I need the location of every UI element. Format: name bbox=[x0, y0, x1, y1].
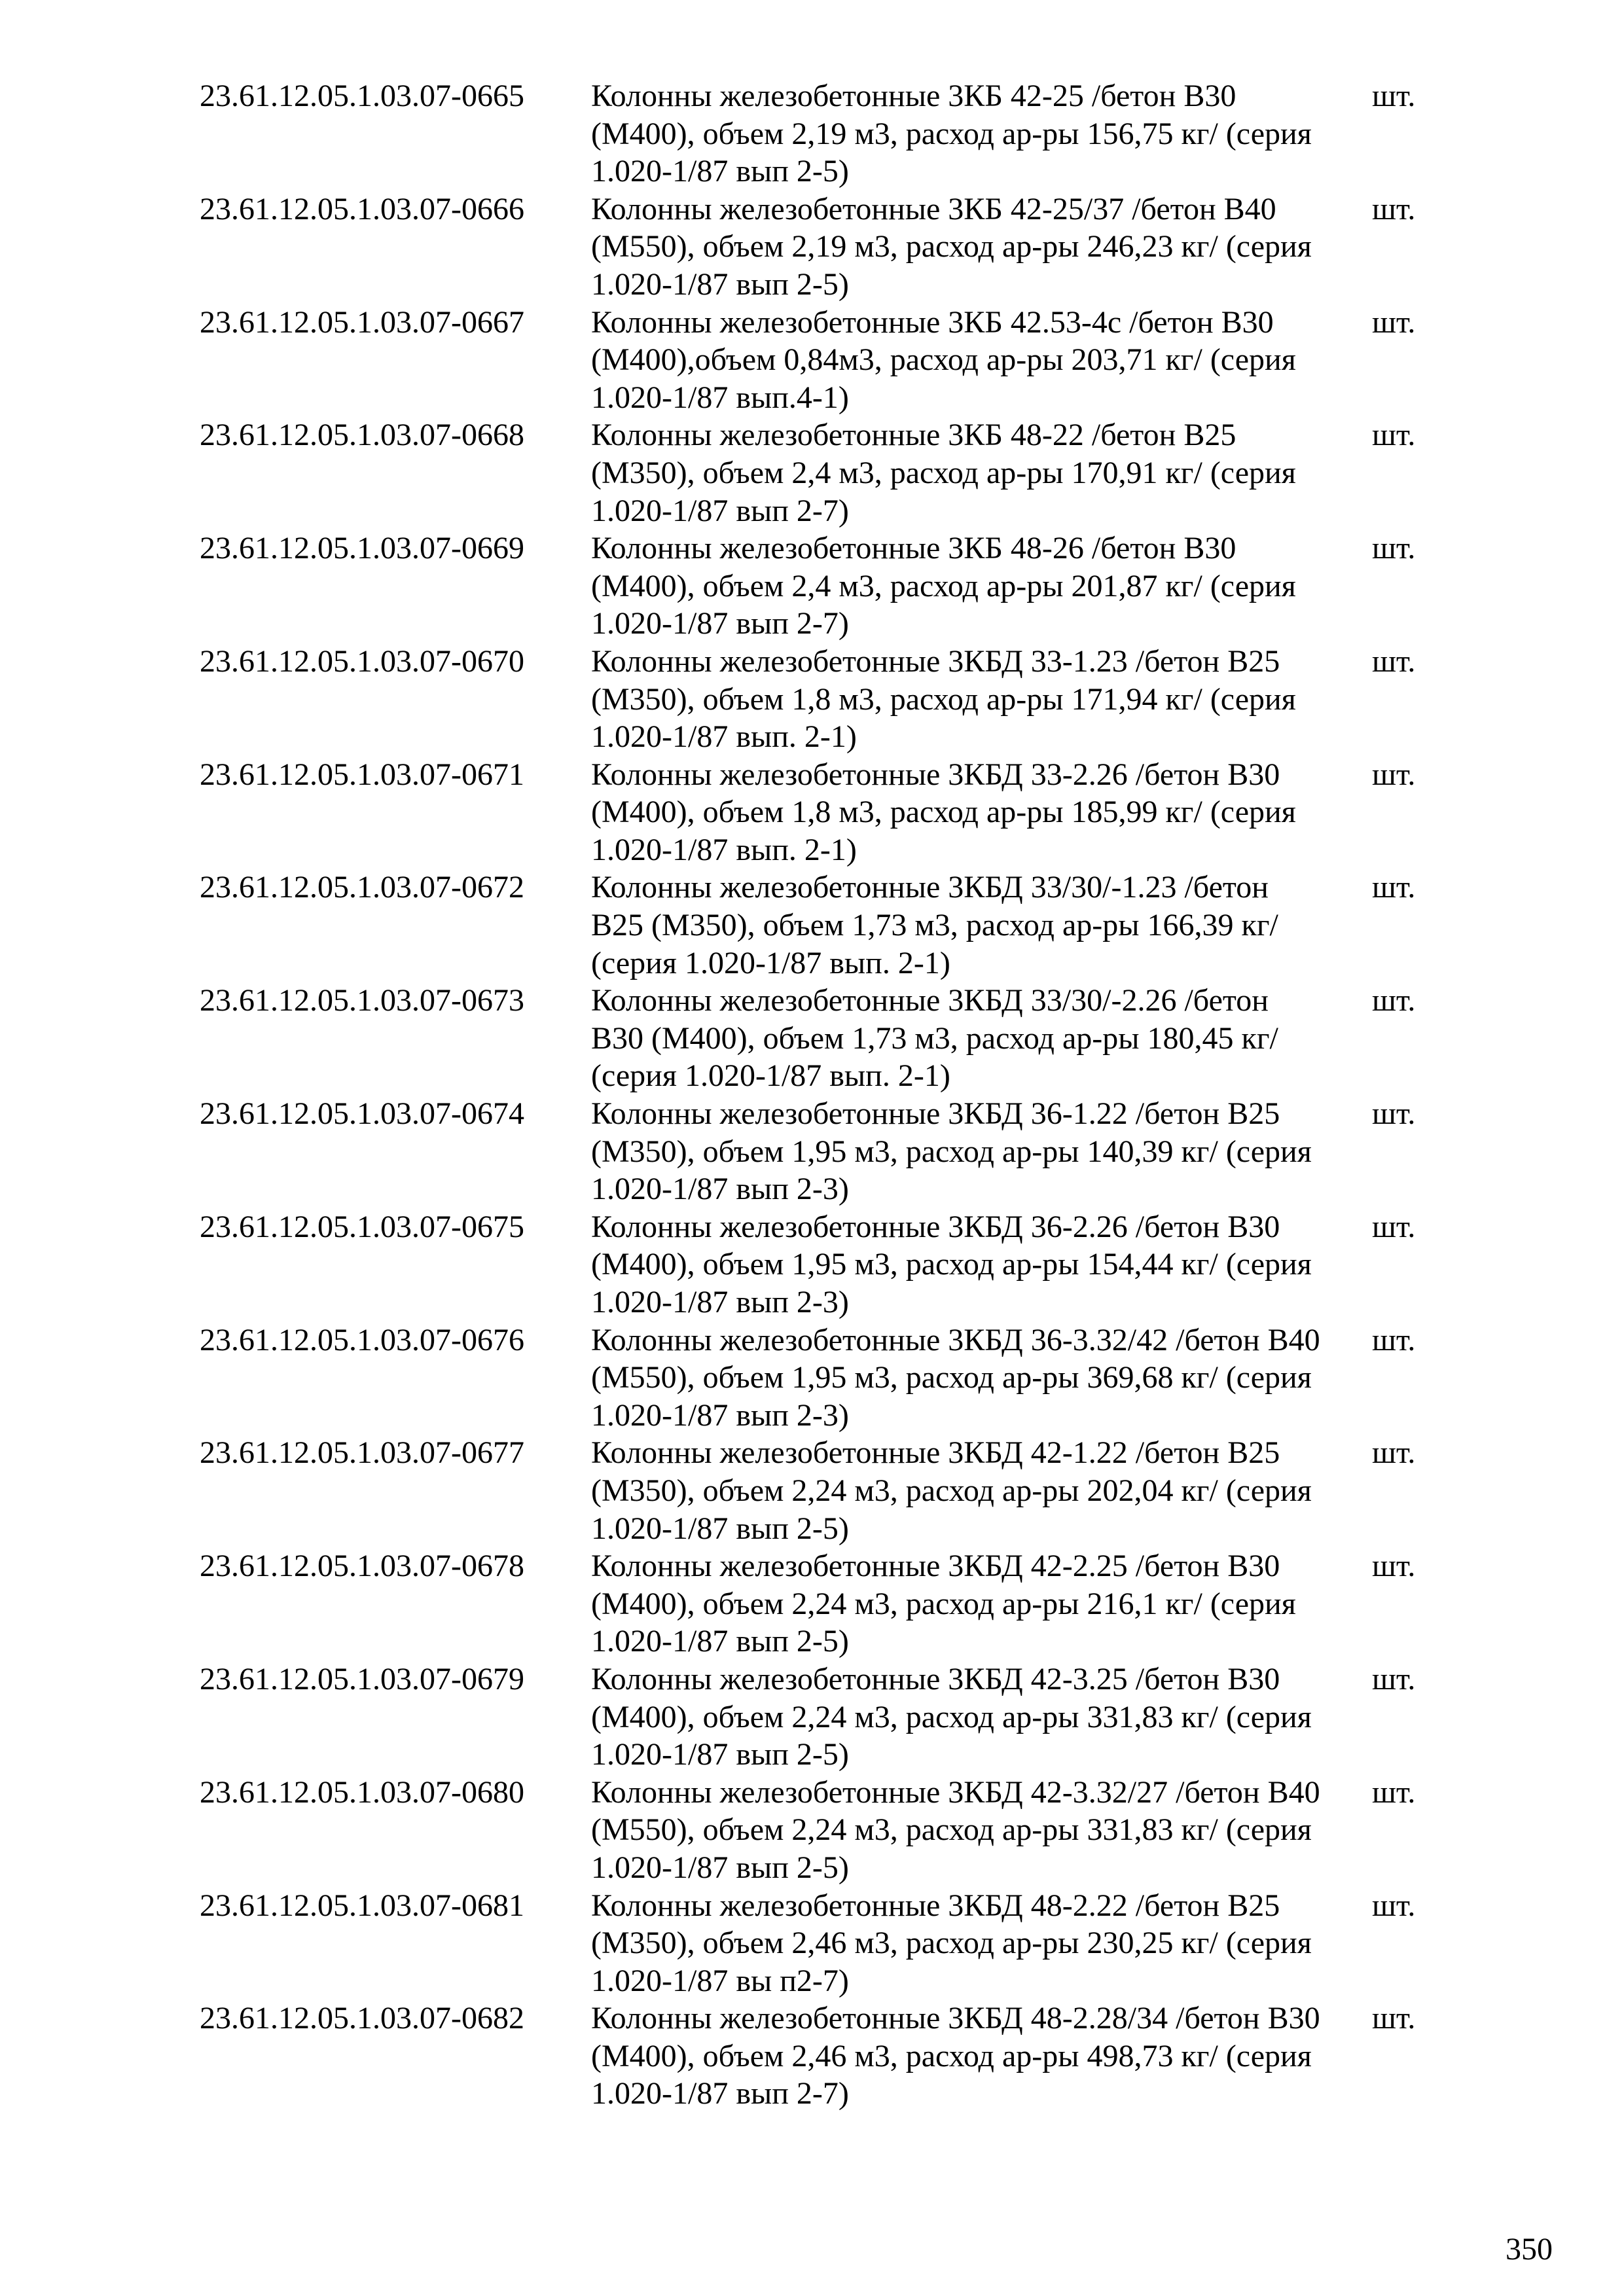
resource-description bbox=[591, 1321, 1372, 1435]
description-line: (серия 1.020-1/87 вып. 2-1) bbox=[591, 945, 950, 980]
description-line: (серия 1.020-1/87 вып. 2-1) bbox=[591, 1058, 950, 1094]
table-row bbox=[200, 1887, 1443, 2000]
description-line: 1.020-1/87 вып. 2-1) bbox=[591, 719, 857, 755]
description-line: 1.020-1/87 вып 2-7) bbox=[591, 2076, 849, 2111]
resource-description bbox=[591, 756, 1372, 869]
resource-unit: шт. bbox=[1372, 79, 1416, 113]
description-line: Колонны железобетонные 3КБ 42-25 /бетон В30 bbox=[591, 79, 1236, 113]
table-row bbox=[200, 1095, 1443, 1208]
resource-description bbox=[591, 982, 1372, 1095]
description-line: (М350), объем 1,95 м3, расход ар-ры 140,39 кг/ (серия bbox=[591, 1134, 1312, 1169]
description-line: (М550), объем 2,24 м3, расход ар-ры 331,83 кг/ (серия bbox=[591, 1812, 1312, 1848]
description-line: 1.020-1/87 вы п2-7) bbox=[591, 1963, 849, 1998]
resource-description bbox=[591, 77, 1372, 190]
resource-unit: шт. bbox=[1372, 1096, 1416, 1132]
description-line: Колонны железобетонные 3КБ 48-22 /бетон В25 bbox=[591, 418, 1236, 453]
description-line: Колонны железобетонные 3КБ 48-26 /бетон В30 bbox=[591, 531, 1236, 566]
description-line: Колонны железобетонные 3КБД 36-2.26 /бетон В30 bbox=[591, 1209, 1280, 1244]
resource-description bbox=[591, 1887, 1372, 2000]
table-row bbox=[200, 77, 1443, 190]
resource-description bbox=[591, 643, 1372, 756]
description-line: 1.020-1/87 вып.4-1) bbox=[591, 380, 849, 415]
resource-description bbox=[591, 416, 1372, 529]
resource-unit: шт. bbox=[1372, 304, 1416, 340]
description-line: 1.020-1/87 вып 2-3) bbox=[591, 1397, 849, 1433]
resource-code: 23.61.12.05.1.03.07-0681 bbox=[200, 1888, 524, 1923]
table-row bbox=[200, 869, 1443, 982]
description-line: Колонны железобетонные 3КБД 33/30/-1.23 /бетон bbox=[591, 870, 1269, 905]
table-row bbox=[200, 1774, 1443, 1887]
table-row bbox=[200, 416, 1443, 529]
description-line: 1.020-1/87 вып 2-3) bbox=[591, 1172, 849, 1207]
description-line: Колонны железобетонные 3КБД 42-1.22 /бетон В25 bbox=[591, 1435, 1280, 1471]
description-line: Колонны железобетонные 3КБД 48-2.28/34 /бетон В30 bbox=[591, 2001, 1320, 2036]
description-line: Колонны железобетонные 3КБД 36-3.32/42 /бетон В40 bbox=[591, 1322, 1320, 1357]
resource-code: 23.61.12.05.1.03.07-0674 bbox=[200, 1096, 524, 1132]
table-row bbox=[200, 2000, 1443, 2113]
resource-unit: шт. bbox=[1372, 2001, 1416, 2036]
resource-unit: шт. bbox=[1372, 1888, 1416, 1923]
table-row bbox=[200, 1547, 1443, 1660]
resource-description bbox=[591, 1095, 1372, 1208]
table-row bbox=[200, 1321, 1443, 1435]
description-line: В25 (М350), объем 1,73 м3, расход ар-ры 166,39 кг/ bbox=[591, 908, 1278, 943]
table-row bbox=[200, 304, 1443, 417]
resource-code: 23.61.12.05.1.03.07-0672 bbox=[200, 870, 524, 905]
resource-table-body bbox=[200, 77, 1443, 2113]
description-line: (М400), объем 1,95 м3, расход ар-ры 154,44 кг/ (серия bbox=[591, 1247, 1312, 1282]
description-line: (М400), объем 2,24 м3, расход ар-ры 331,83 кг/ (серия bbox=[591, 1699, 1312, 1734]
description-line: 1.020-1/87 вып 2-7) bbox=[591, 493, 849, 528]
resource-description bbox=[591, 304, 1372, 417]
description-line: 1.020-1/87 вып. 2-1) bbox=[591, 832, 857, 867]
resource-description bbox=[591, 869, 1372, 982]
resource-description bbox=[591, 1547, 1372, 1660]
resource-code: 23.61.12.05.1.03.07-0676 bbox=[200, 1322, 524, 1357]
resource-description bbox=[591, 1774, 1372, 1887]
description-line: (М350), объем 2,24 м3, расход ар-ры 202,04 кг/ (серия bbox=[591, 1473, 1312, 1508]
description-line: 1.020-1/87 вып 2-3) bbox=[591, 1285, 849, 1319]
resource-code: 23.61.12.05.1.03.07-0667 bbox=[200, 304, 524, 340]
table-row bbox=[200, 1660, 1443, 1774]
resource-unit: шт. bbox=[1372, 1209, 1416, 1244]
description-line: (М550), объем 2,19 м3, расход ар-ры 246,23 кг/ (серия bbox=[591, 229, 1312, 264]
table-row bbox=[200, 756, 1443, 869]
resource-unit: шт. bbox=[1372, 983, 1416, 1018]
resource-code: 23.61.12.05.1.03.07-0679 bbox=[200, 1661, 524, 1696]
description-line: 1.020-1/87 вып 2-5) bbox=[591, 154, 849, 189]
resource-unit: шт. bbox=[1372, 531, 1416, 566]
description-line: (М400), объем 2,19 м3, расход ар-ры 156,75 кг/ (серия bbox=[591, 116, 1312, 151]
resource-code: 23.61.12.05.1.03.07-0668 bbox=[200, 418, 524, 453]
resource-unit: шт. bbox=[1372, 1549, 1416, 1584]
description-line: 1.020-1/87 вып 2-5) bbox=[591, 1624, 849, 1659]
description-line: 1.020-1/87 вып 2-5) bbox=[591, 266, 849, 302]
description-line: Колонны железобетонные 3КБД 48-2.22 /бетон В25 bbox=[591, 1888, 1280, 1923]
description-line: 1.020-1/87 вып 2-7) bbox=[591, 606, 849, 641]
resource-code: 23.61.12.05.1.03.07-0677 bbox=[200, 1435, 524, 1471]
description-line: Колонны железобетонные 3КБ 42-25/37 /бетон В40 bbox=[591, 191, 1276, 226]
table-row bbox=[200, 190, 1443, 304]
resource-unit: шт. bbox=[1372, 1774, 1416, 1810]
description-line: 1.020-1/87 вып 2-5) bbox=[591, 1737, 849, 1772]
description-line: Колонны железобетонные 3КБД 42-3.32/27 /бетон В40 bbox=[591, 1774, 1320, 1810]
description-line: (М550), объем 1,95 м3, расход ар-ры 369,68 кг/ (серия bbox=[591, 1360, 1312, 1395]
description-line: Колонны железобетонные 3КБД 33-2.26 /бетон В30 bbox=[591, 757, 1280, 792]
resource-code: 23.61.12.05.1.03.07-0673 bbox=[200, 983, 524, 1018]
resource-description bbox=[591, 1660, 1372, 1774]
description-line: Колонны железобетонные 3КБД 33/30/-2.26 /бетон bbox=[591, 983, 1269, 1018]
description-line: В30 (М400), объем 1,73 м3, расход ар-ры 180,45 кг/ bbox=[591, 1020, 1278, 1056]
page-number: 350 bbox=[1506, 2232, 1553, 2267]
description-line: Колонны железобетонные 3КБД 36-1.22 /бетон В25 bbox=[591, 1096, 1280, 1132]
resource-unit: шт. bbox=[1372, 1435, 1416, 1471]
resource-code: 23.61.12.05.1.03.07-0680 bbox=[200, 1774, 524, 1810]
resource-code: 23.61.12.05.1.03.07-0669 bbox=[200, 531, 524, 566]
description-line: (М400), объем 2,24 м3, расход ар-ры 216,1 кг/ (серия bbox=[591, 1586, 1296, 1621]
description-line: (М400), объем 1,8 м3, расход ар-ры 185,99 кг/ (серия bbox=[591, 795, 1296, 830]
description-line: (М350), объем 1,8 м3, расход ар-ры 171,94 кг/ (серия bbox=[591, 681, 1296, 717]
table-row bbox=[200, 1208, 1443, 1321]
description-line: (М350), объем 2,4 м3, расход ар-ры 170,91 кг/ (серия bbox=[591, 455, 1296, 490]
resource-description bbox=[591, 1434, 1372, 1547]
description-line: (М350), объем 2,46 м3, расход ар-ры 230,25 кг/ (серия bbox=[591, 1926, 1312, 1961]
resource-code: 23.61.12.05.1.03.07-0675 bbox=[200, 1209, 524, 1244]
resource-code: 23.61.12.05.1.03.07-0682 bbox=[200, 2001, 524, 2036]
description-line: 1.020-1/87 вып 2-5) bbox=[591, 1511, 849, 1546]
resource-unit: шт. bbox=[1372, 870, 1416, 905]
description-line: 1.020-1/87 вып 2-5) bbox=[591, 1850, 849, 1885]
resource-unit: шт. bbox=[1372, 643, 1416, 679]
resource-code: 23.61.12.05.1.03.07-0670 bbox=[200, 643, 524, 679]
table-row bbox=[200, 529, 1443, 643]
resource-code: 23.61.12.05.1.03.07-0678 bbox=[200, 1549, 524, 1584]
description-line: Колонны железобетонные 3КБД 42-2.25 /бетон В30 bbox=[591, 1549, 1280, 1584]
resource-unit: шт. bbox=[1372, 418, 1416, 453]
resource-code: 23.61.12.05.1.03.07-0671 bbox=[200, 757, 524, 792]
table-row bbox=[200, 643, 1443, 756]
resource-unit: шт. bbox=[1372, 191, 1416, 226]
resource-unit: шт. bbox=[1372, 1661, 1416, 1696]
resource-description bbox=[591, 190, 1372, 304]
description-line: (М400), объем 2,4 м3, расход ар-ры 201,87 кг/ (серия bbox=[591, 568, 1296, 603]
resource-unit: шт. bbox=[1372, 1322, 1416, 1357]
resource-code: 23.61.12.05.1.03.07-0666 bbox=[200, 191, 524, 226]
table-row bbox=[200, 982, 1443, 1095]
resource-table bbox=[200, 77, 1443, 2113]
description-line: (М400),объем 0,84м3, расход ар-ры 203,71 кг/ (серия bbox=[591, 342, 1296, 378]
resource-unit: шт. bbox=[1372, 757, 1416, 792]
resource-description bbox=[591, 529, 1372, 643]
resource-code: 23.61.12.05.1.03.07-0665 bbox=[200, 79, 524, 113]
resource-description bbox=[591, 2000, 1372, 2113]
description-line: Колонны железобетонные 3КБ 42.53-4с /бетон В30 bbox=[591, 304, 1274, 340]
resource-description bbox=[591, 1208, 1372, 1321]
description-line: (М400), объем 2,46 м3, расход ар-ры 498,73 кг/ (серия bbox=[591, 2038, 1312, 2073]
description-line: Колонны железобетонные 3КБД 42-3.25 /бетон В30 bbox=[591, 1661, 1280, 1696]
table-row bbox=[200, 1434, 1443, 1547]
description-line: Колонны железобетонные 3КБД 33-1.23 /бетон В25 bbox=[591, 643, 1280, 679]
